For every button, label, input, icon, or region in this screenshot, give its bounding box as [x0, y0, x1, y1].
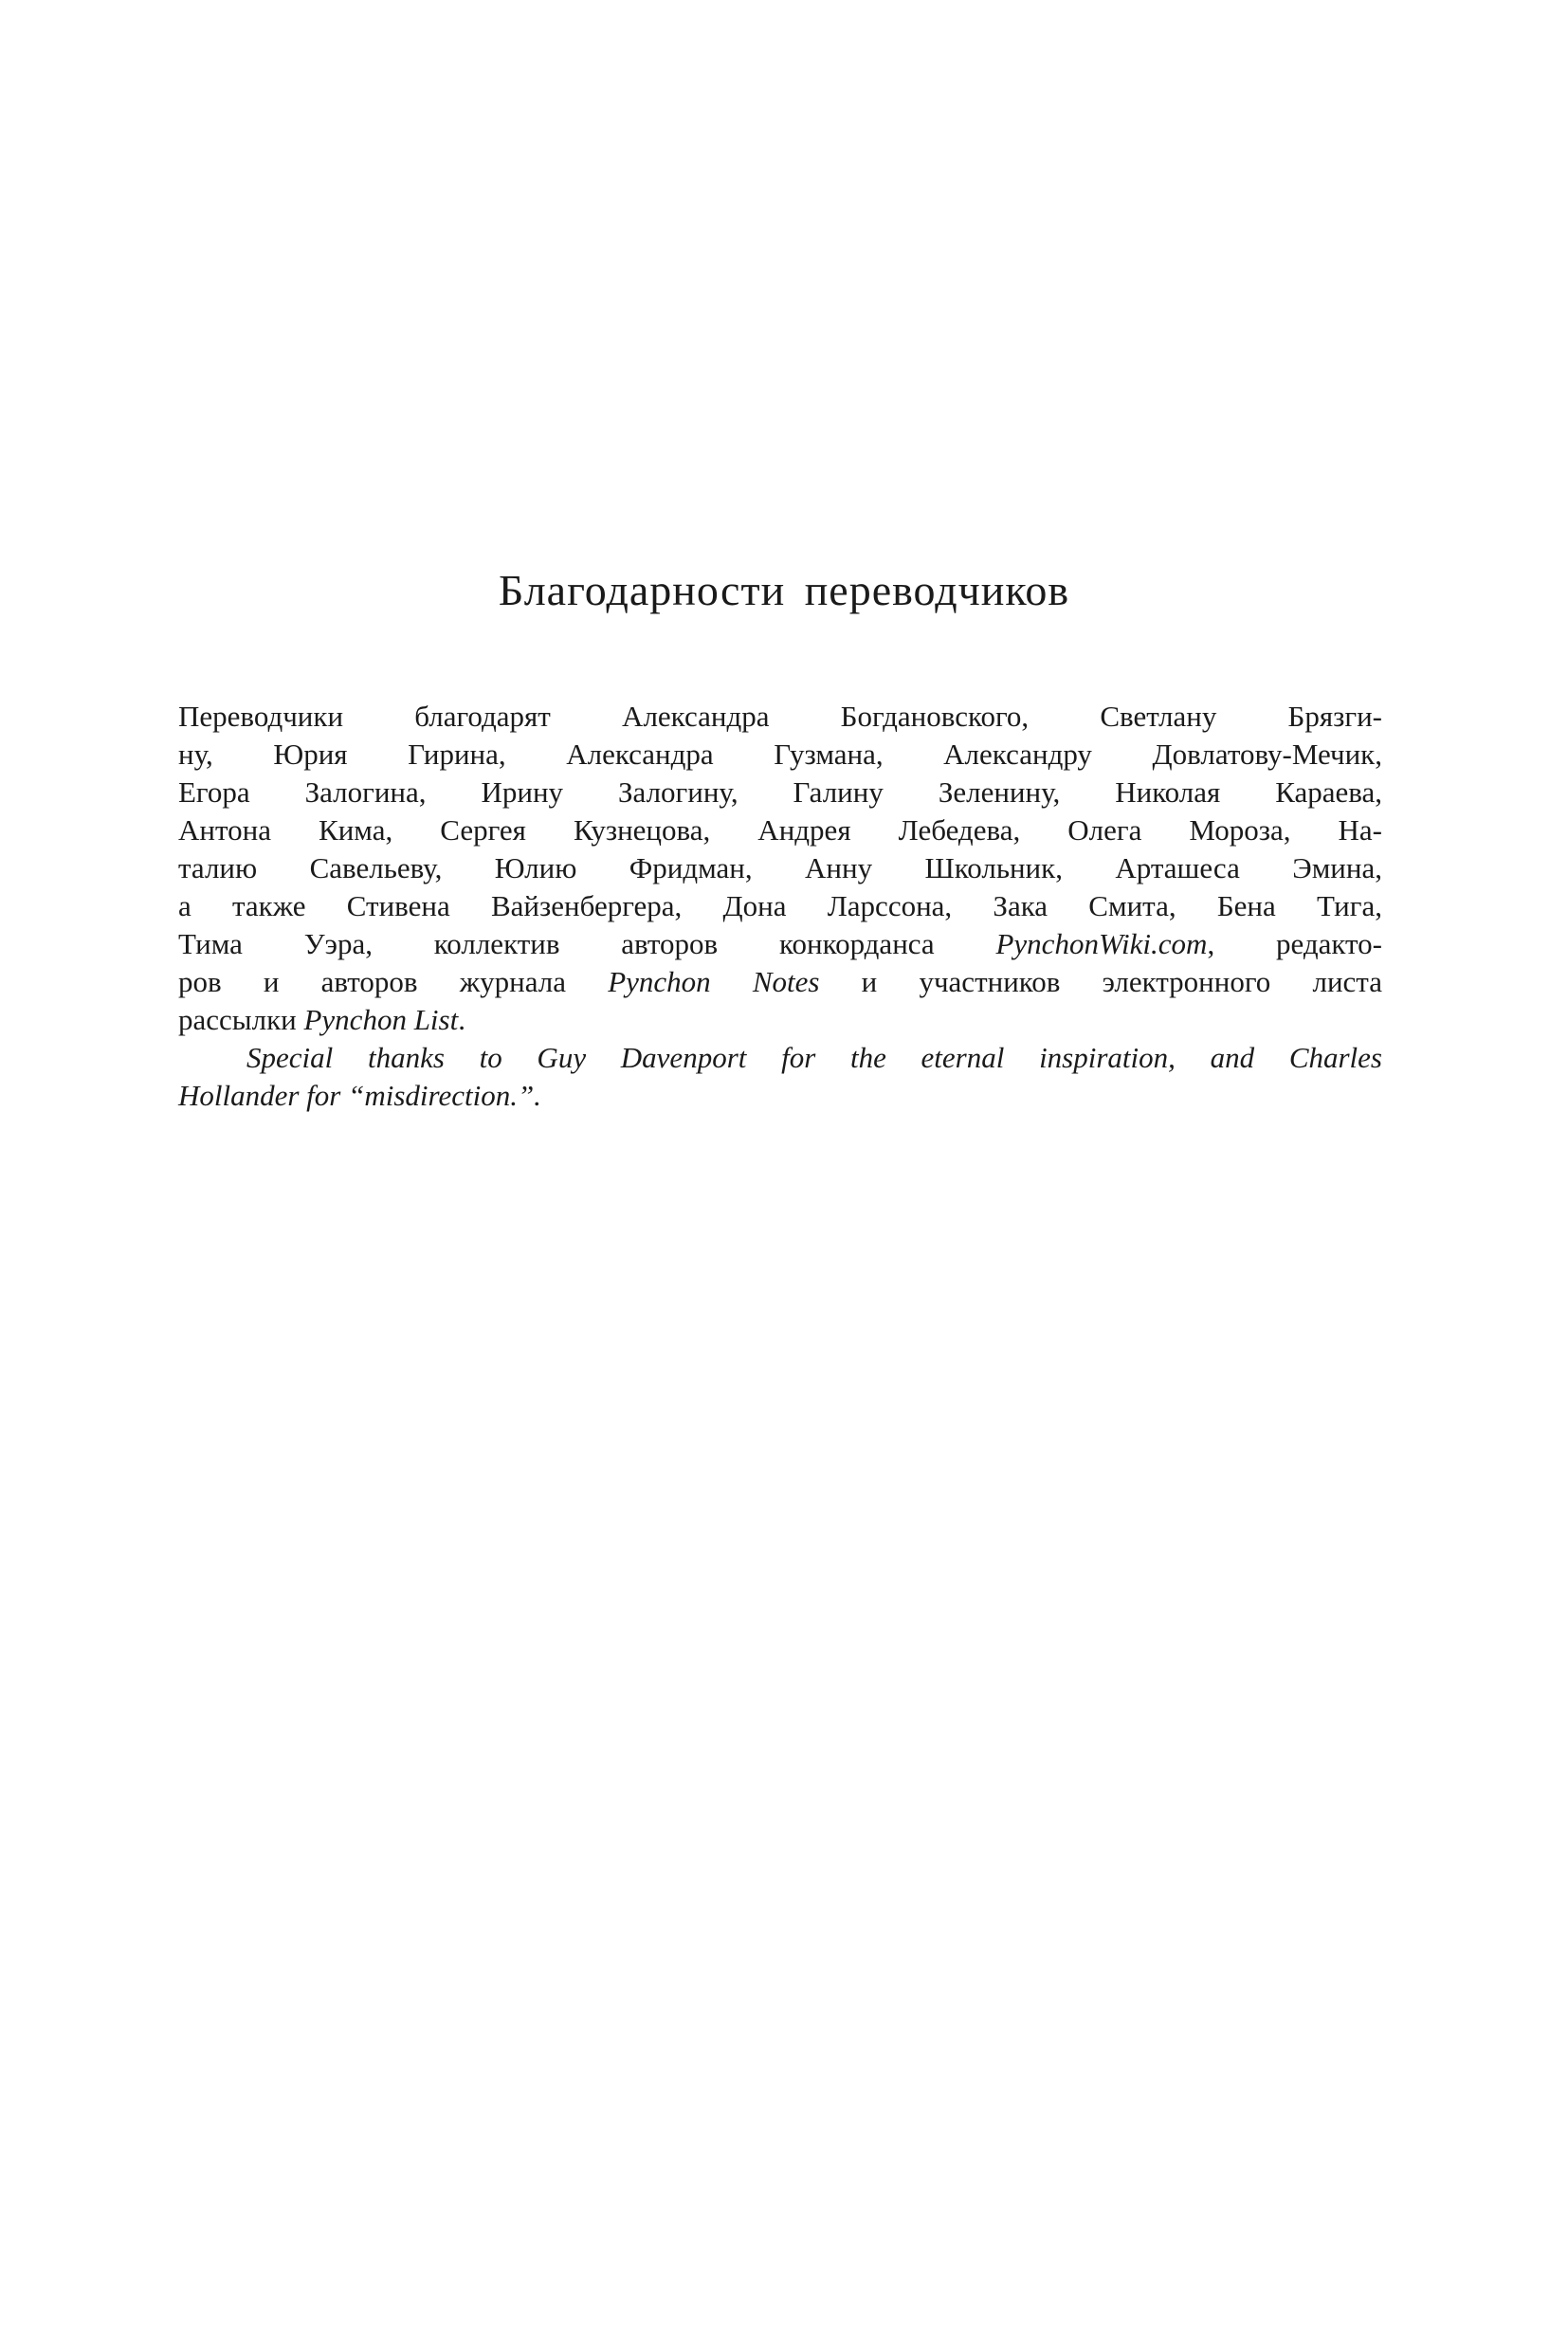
text-line — [178, 963, 1382, 1001]
text-line — [178, 925, 1382, 963]
text-line: Hollander for “misdirection.”. — [178, 1079, 541, 1112]
text-segment: . — [458, 1003, 465, 1036]
italic-title: Pynchon List — [303, 1003, 459, 1036]
text-line: талию Савельеву, Юлию Фридман, Анну Школьник, Арташеса Эмина, — [178, 851, 1382, 884]
text-segment: и участников электронного листа — [819, 965, 1382, 998]
text-line — [178, 1001, 1382, 1039]
italic-title: Pynchon Notes — [608, 965, 820, 998]
text-line: а также Стивена Вайзенбергера, Дона Ларссона, Зака Смита, Бена Тига, — [178, 889, 1382, 922]
italic-title: PynchonWiki.com — [995, 927, 1208, 960]
text-line: ну, Юрия Гирина, Александра Гузмана, Александру Довлатову-Мечик, — [178, 738, 1382, 771]
text-segment: Тима Уэра, коллектив авторов конкорданса — [178, 927, 996, 960]
text-segment: ров и авторов журнала — [178, 965, 609, 998]
text-line: Егора Залогина, Ирину Залогину, Галину Зеленину, Николая Караева, — [178, 775, 1382, 809]
text-segment: рассылки — [178, 1003, 304, 1036]
paragraph-russian — [178, 698, 1382, 1039]
text-segment: , редакто- — [1207, 927, 1382, 960]
acknowledgements-text — [178, 698, 1382, 1115]
text-line: Special thanks to Guy Davenport for the eternal inspiration, and Charles — [246, 1041, 1382, 1074]
text-line: Переводчики благодарят Александра Богдановского, Светлану Брязги- — [178, 700, 1382, 733]
text-line: Антона Кима, Сергея Кузнецова, Андрея Лебедева, Олега Мороза, На- — [178, 813, 1382, 847]
page-title: Благодарности переводчиков — [498, 566, 1070, 614]
paragraph-english — [178, 1039, 1382, 1115]
